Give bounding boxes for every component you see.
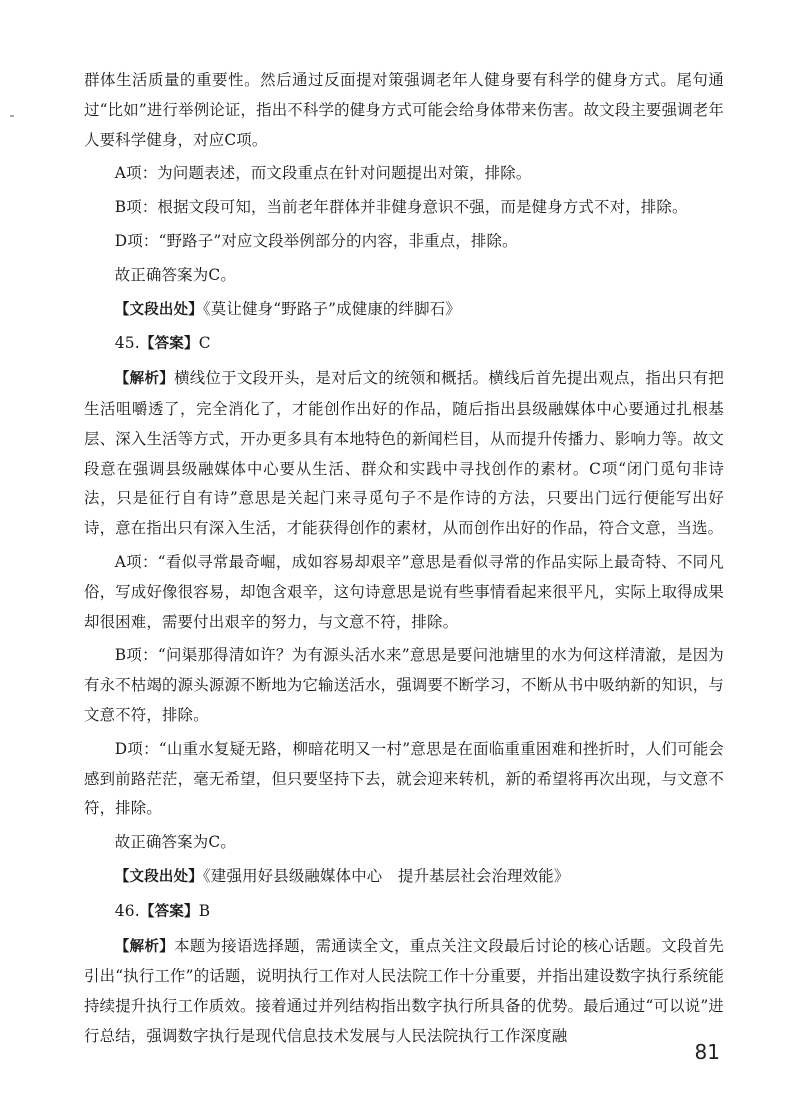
paragraph-text: 故正确答案为C。 (114, 833, 236, 852)
scan-margin-mark (10, 115, 14, 117)
paragraph-text: D项：“野路子”对应文段举例部分的内容，非重点，排除。 (114, 231, 518, 250)
analysis-tag: 【解析】 (114, 938, 175, 955)
analysis-tag: 【解析】 (114, 371, 175, 388)
paragraph-text: 故正确答案为C。 (114, 265, 236, 284)
paragraph-text: D项：“山重水复疑无路，柳暗花明又一村”意思是在面临重重困难和挫折时，人们可能会感到前路茫茫，毫无希望，但只要坚持下去，就会迎来转机，新的希望将再次出现，与文意不符，排除。 (84, 739, 724, 818)
paragraph-text: B项：根据文段可知，当前老年群体并非健身意识不强，而是健身方式不对，排除。 (114, 198, 688, 217)
paragraph-text: 群体生活质量的重要性。然后通过反面提对策强调老年人健身要有科学的健身方式。尾句通过“比如”进行举例论证，指出不科学的健身方式可能会给身体带来伤害。故文段主要强调老年人要科学健身，对应C项。 (84, 71, 724, 149)
paragraph (84, 828, 724, 858)
document-page (84, 66, 724, 1056)
question-number: 46. (114, 901, 140, 920)
paragraph-text: 本题为接语选择题，需通读全文，重点关注文段最后讨论的核心话题。文段首先引出“执行工作”的话题，说明执行工作对人民法院工作十分重要，并指出建设数字执行系统能持续提升执行工作质效。接着通过并列结构指出数字执行所具备的优势。最后通过“可以说”进行总结，强调数字执行是现代信息技术发展与人民法院执行工作深度融 (84, 936, 724, 1045)
source-title: 《建强用好县级融媒体中心 提升基层社会治理效能》 (203, 866, 570, 885)
analysis-paragraph (84, 364, 724, 544)
paragraph-text: A项：为问题表述，而文段重点在针对问题提出对策，排除。 (114, 164, 532, 183)
source-tag: 【文段出处】 (114, 868, 203, 885)
paragraph-text: 横线位于文段开头，是对后文的统领和概括。横线后首先提出观点，指出只有把生活咀嚼透了，完全消化了，才能创作出好的作品，随后指出县级融媒体中心要通过扎根基层、深入生活等方式，开办更多具有本地特色的新闻栏目，从而提升传播力、影响力等。故文段意在强调县级融媒体中心要从生活、群众和实践中寻找创作的素材。C项“闭门觅句非诗法，只是征行自有诗”意思是关起门来寻觅句子不是作诗的方法，只要出门远行便能写出好诗，意在指出只有深入生活，才能获得创作的素材，从而创作出好的作品，符合文意，当选。 (84, 369, 724, 538)
paragraph (84, 548, 724, 637)
answer-tag: 【答案】 (139, 903, 199, 920)
question-number: 45. (114, 334, 140, 353)
paragraph-text: A项：“看似寻常最奇崛，成如容易却艰辛”意思是看似寻常的作品实际上最奇特、不同凡俗，写成好像很容易，却饱含艰辛，这句诗意思是说有些事情看起来很平凡，实际上取得成果却很困难，需要付出艰辛的努力，与文意不符，排除。 (84, 552, 724, 631)
source-line (84, 862, 724, 893)
paragraph (84, 735, 724, 824)
source-title: 《莫让健身“野路子”成健康的绊脚石》 (203, 299, 461, 318)
answer-tag: 【答案】 (139, 336, 199, 353)
answer-value: C (198, 334, 211, 353)
paragraph (84, 193, 724, 223)
source-line (84, 295, 724, 326)
paragraph (84, 66, 724, 155)
answer-line (84, 897, 724, 928)
paragraph (84, 227, 724, 257)
source-tag: 【文段出处】 (114, 301, 203, 318)
paragraph (84, 641, 724, 730)
analysis-paragraph (84, 932, 724, 1052)
paragraph (84, 159, 724, 189)
paragraph-text: B项：“问渠那得清如许？为有源头活水来”意思是要问池塘里的水为何这样清澈，是因为有永不枯竭的源头源源不断地为它输送活水，强调要不断学习，不断从书中吸纳新的知识，与文意不符，排除。 (84, 646, 724, 724)
answer-value: B (198, 901, 211, 920)
paragraph (84, 261, 724, 291)
page-number: 81 (694, 1040, 720, 1064)
answer-line (84, 329, 724, 360)
